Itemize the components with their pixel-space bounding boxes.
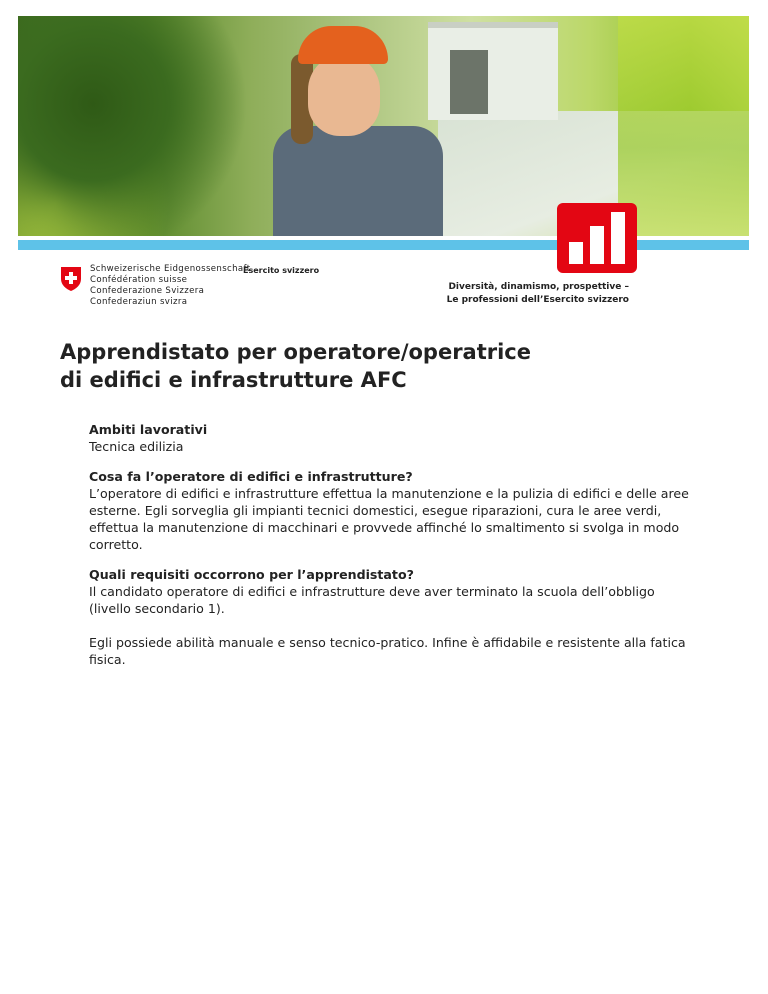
logo-bar-1: [569, 242, 583, 264]
section-heading: Cosa fa l’operatore di edifici e infrastrutture?: [89, 469, 413, 484]
header-photo: [18, 16, 749, 236]
logo-bar-3: [611, 212, 625, 264]
swiss-shield-icon: [60, 266, 82, 292]
tagline-line1: Diversità, dinamismo, prospettive –: [448, 282, 629, 292]
main-content: [89, 421, 689, 681]
photo-worker-helmet: [298, 26, 388, 64]
blue-stripe: [18, 240, 749, 250]
photo-foliage: [18, 16, 268, 236]
department-name: Esercito svizzero: [243, 266, 320, 275]
page-title-line2: di edifici e infrastrutture AFC: [60, 368, 407, 392]
page-title-line1: Apprendistato per operatore/operatrice: [60, 340, 532, 364]
section-heading: Ambiti lavorativi: [89, 422, 208, 437]
section-work-areas: [89, 421, 689, 455]
confed-name-fr: Confédération suisse: [90, 275, 188, 285]
photo-worker-face: [308, 54, 380, 136]
section-job-description: [89, 468, 689, 553]
section-paragraph: Egli possiede abilità manuale e senso tecnico-pratico. Infine è affidabile e resistente alla fatica fisica.: [89, 635, 686, 667]
confederation-names: [90, 264, 250, 308]
tagline-line2: Le professioni dell’Esercito svizzero: [446, 295, 629, 305]
page-title: [60, 338, 531, 394]
confed-name-rm: Confederaziun svizra: [90, 297, 188, 307]
photo-blur: [618, 16, 749, 236]
logo-bar-2: [590, 226, 604, 264]
confed-name-de: Schweizerische Eidgenossenschaft: [90, 264, 251, 274]
career-chart-logo: [557, 203, 637, 273]
confed-name-it: Confederazione Svizzera: [90, 286, 205, 296]
tagline: [447, 281, 629, 307]
section-paragraph: Tecnica edilizia: [89, 439, 184, 454]
section-paragraph: Il candidato operatore di edifici e infrastrutture deve aver terminato la scuola dell’obbligo (livello secondario 1).: [89, 584, 655, 616]
section-requirements: [89, 566, 689, 668]
photo-worker: [263, 26, 473, 236]
section-paragraph: L’operatore di edifici e infrastrutture effettua la manutenzione e la pulizia di edifici e delle aree esterne. Egli sorveglia gli impianti tecnici domestici, esegue riparazioni, cura le aree verdi, effettua la manutenzione di macchinari e provvede affinché lo smaltimento si svolga in modo corretto.: [89, 486, 689, 552]
section-heading: Quali requisiti occorrono per l’apprendistato?: [89, 567, 414, 582]
